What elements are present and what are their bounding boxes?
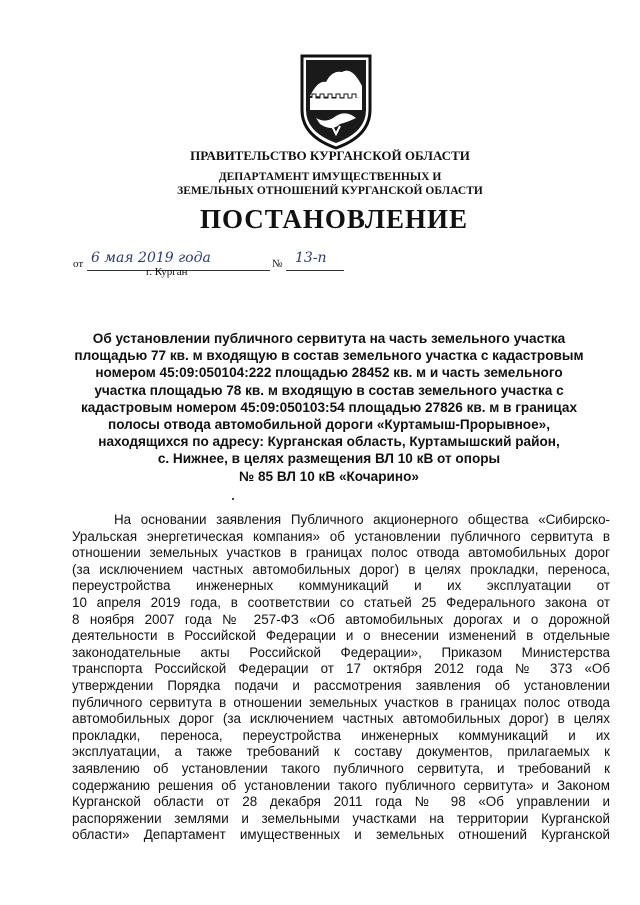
- subject-line: находящихся по адресу: Курганская область, Куртамышский район,: [98, 434, 560, 450]
- coat-of-arms-icon: [296, 52, 376, 152]
- document-type-title: ПОСТАНОВЛЕНИЕ: [199, 204, 469, 234]
- subject-line: с. Нижнее, в целях размещения ВЛ 10 кВ от опоры: [157, 451, 501, 467]
- department-name: [10, 170, 640, 198]
- body-line: транспорта Российской Федерации от 17 октября 2012 года № 373 «Об: [72, 661, 610, 677]
- body-line: Курганской области от 28 декабря 2011 года № 98 «Об управлении и: [72, 794, 610, 810]
- body-line: автомобильных дорог (за исключением частных автомобильных дорог) в целях: [72, 711, 610, 727]
- body-line: распоряжении землями и земельными участками на территории Курганской: [72, 810, 610, 826]
- body-line: (за исключением частных автомобильных дорог) в целях прокладки, переноса,: [72, 561, 610, 577]
- subject-line: Об установлении публичного сервитута на часть земельного участка: [92, 331, 566, 346]
- body-line: законодательные акты Российской Федерации», Приказом Министерства: [72, 644, 610, 660]
- body-line: эксплуатации, а также требований к составу документов, прилагаемых к: [72, 744, 610, 760]
- city-label: г. Курган: [146, 266, 188, 278]
- subject-line: участка площадью 78 кв. м входящую в состав земельного участка с: [94, 382, 564, 398]
- document-subject: [70, 330, 588, 485]
- subject-line: кадастровым номером 45:09:050103:54 площадью 27826 кв. м в границах: [81, 399, 577, 415]
- subject-line: площадью 77 кв. м входящую в состав земельного участка с кадастровым: [74, 348, 584, 364]
- body-paragraph: [72, 512, 610, 844]
- number-label: №: [272, 258, 283, 270]
- subject-line: полосы отвода автомобильной дороги «Куртамыш-Прорывное»,: [107, 417, 550, 433]
- scan-speck: [232, 498, 234, 500]
- body-line: отношении земельных участков в границах полос отвода автомобильных дорог: [72, 545, 610, 561]
- department-name-line2: ЗЕМЕЛЬНЫХ ОТНОШЕНИЙ КУРГАНСКОЙ ОБЛАСТИ: [177, 185, 483, 197]
- body-line: 8 ноября 2007 года № 257-ФЗ «Об автомобильных дорогах и о дорожной: [72, 611, 610, 627]
- body-line: области» Департамент имущественных и земельных отношений Курганской: [72, 827, 610, 843]
- body-line: утверждении Порядка подачи и рассмотрения заявления об установлении: [72, 677, 610, 693]
- date-from-label: от: [73, 258, 84, 270]
- department-name-line1: ДЕПАРТАМЕНТ ИМУЩЕСТВЕННЫХ И: [218, 171, 442, 183]
- body-line: заявлению об установлении такого публичного сервитута, и требований к: [72, 760, 610, 776]
- body-line: На основании заявления Публичного акционерного общества «Сибирско-: [114, 512, 610, 527]
- body-line: Уральская энергетическая компания» об установлении публичного сервитута в: [72, 528, 610, 544]
- body-line: публичного сервитута в отношении земельных участков в границах полос отвода: [72, 694, 610, 710]
- handwritten-date: 6 мая 2019 года: [91, 250, 211, 266]
- body-line: содержанию решения об установлении такого публичного сервитута» и Законом: [72, 777, 610, 793]
- body-line: переустройства инженерных коммуникаций и их эксплуатации от: [72, 578, 610, 594]
- handwritten-number: 13-п: [295, 250, 327, 266]
- subject-line: № 85 ВЛ 10 кВ «Кочарино»: [239, 468, 419, 484]
- subject-line: номером 45:09:050104:222 площадью 28452 кв. м и часть земельного: [95, 365, 563, 381]
- body-line: 10 апреля 2019 года, в соответствии со статьей 25 Федерального закона от: [72, 594, 610, 610]
- body-line: деятельности в Российской Федерации и о внесении изменений в отдельные: [72, 628, 610, 644]
- government-name: ПРАВИТЕЛЬСТВО КУРГАНСКОЙ ОБЛАСТИ: [190, 148, 470, 163]
- body-line: прокладки, переноса, переустройства инженерных коммуникаций и их: [72, 727, 610, 743]
- number-underline: [286, 270, 344, 271]
